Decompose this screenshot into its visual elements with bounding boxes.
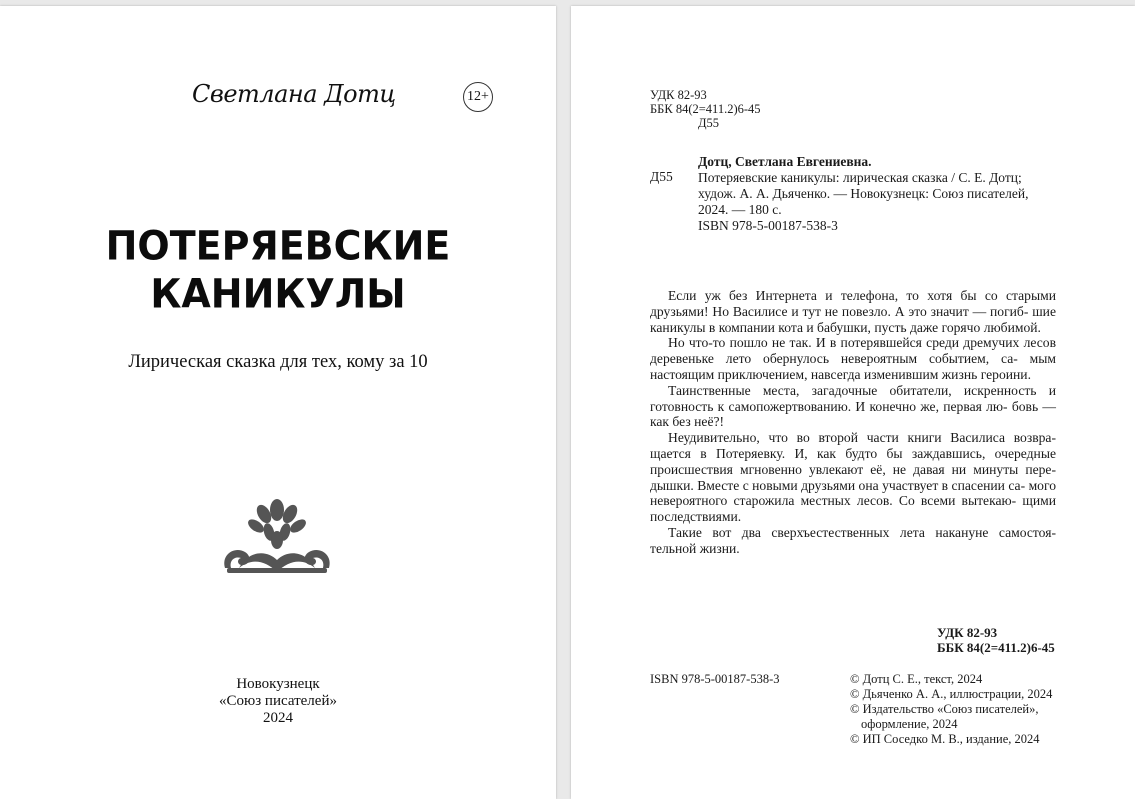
footer-bbk: ББК 84(2=411.2)6-45: [937, 640, 1055, 655]
copyright-line: © Издательство «Союз писателей»,: [850, 702, 1039, 716]
annotation-paragraph-1: Если уж без Интернета и телефона, то хотя бы со старыми друзьями! Но Василисе и тут не повезло. А это значит — погиб- шие каникулы в компании кота и бабушки, пусть даже горячо любимой.: [650, 288, 1056, 335]
author-name: Светлана Дотц: [192, 80, 396, 108]
imprint-publisher: «Союз писателей»: [219, 693, 337, 709]
footer-udk: УДК 82-93: [937, 625, 998, 640]
copyright-line: © ИП Соседко М. В., издание, 2024: [850, 732, 1040, 746]
bbk-code: ББК 84(2=411.2)6-45: [650, 102, 761, 116]
book-title-line-1: ПОТЕРЯЕВСКИЕ: [105, 222, 451, 270]
author-mark: Д55: [698, 116, 720, 130]
imprint-city: Новокузнецк: [236, 676, 320, 692]
book-title-line-2: КАНИКУЛЫ: [150, 270, 406, 318]
copyright-line: © Дьяченко А. А., иллюстрации, 2024: [850, 687, 1053, 701]
age-rating-badge: 12+: [463, 82, 493, 112]
copyright-line: © Дотц С. Е., текст, 2024: [850, 672, 983, 686]
copyright-line: оформление, 2024: [861, 717, 958, 731]
annotation-paragraph-4: Неудивительно, что во второй части книги Василиса возвра- щается в Потеряевку. И, как будто бы заждавшись, очередные происшествия мгновенно увлекают её, не давая ни минуты пере- дышки. Вместе с новыми друзьями она участвует в спасении са- мого невероятного старожила местных лесов. Со всеми вытекаю- щими последствиями.: [650, 430, 1057, 525]
bib-author: Дотц, Светлана Евгениевна.: [698, 154, 872, 169]
bib-line: Потеряевские каникулы: лирическая сказка / С. Е. Дотц;: [698, 170, 1022, 185]
bib-mark: Д55: [650, 169, 673, 184]
right-page: [571, 6, 1135, 799]
annotation-paragraph-5: Такие вот два сверхъестественных лета накануне самостоя- тельной жизни.: [650, 524, 1056, 556]
bib-line: худож. А. А. Дьяченко. — Новокузнецк: Союз писателей,: [698, 186, 1029, 201]
footer-isbn: ISBN 978-5-00187-538-3: [650, 672, 780, 686]
udk-code: УДК 82-93: [650, 88, 707, 102]
floral-ornament-icon: [219, 494, 335, 578]
imprint-year: 2024: [263, 710, 293, 726]
bib-line: ISBN 978-5-00187-538-3: [698, 218, 838, 233]
book-subtitle: Лирическая сказка для тех, кому за 10: [128, 352, 428, 372]
annotation-paragraph-3: Таинственные места, загадочные обитатели, искренность и готовность к самопожертвованию. И конечно же, первая лю- бовь — как без неё?!: [650, 382, 1057, 430]
bib-line: 2024. — 180 с.: [698, 202, 782, 217]
annotation-paragraph-2: Но что-то пошло не так. И в потерявшейся среди дремучих лесов деревеньке лето обернулось невероятным событием, са- мым настоящим приключением, навсегда изменившим жизнь героини.: [650, 335, 1056, 382]
left-page: [0, 6, 556, 799]
annotation: [650, 288, 1056, 557]
